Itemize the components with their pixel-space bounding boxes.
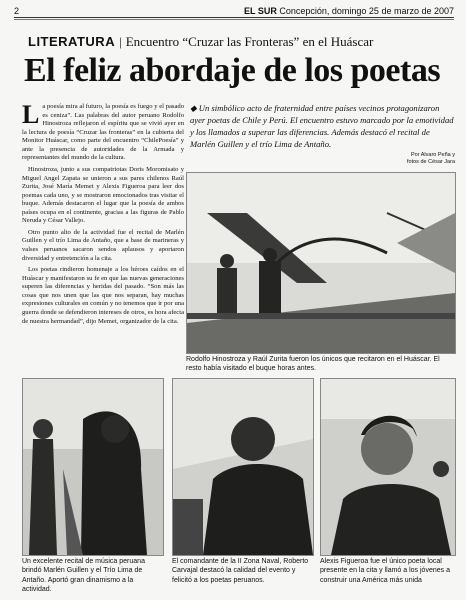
middle-photo: [172, 378, 314, 556]
article-body: [22, 100, 184, 329]
right-photo: [320, 378, 456, 556]
main-photo-image: [187, 173, 455, 353]
section-line: [28, 34, 373, 50]
section-separator: |: [119, 34, 122, 49]
header-rule: [14, 19, 454, 20]
headline: El feliz abordaje de los poetas: [24, 52, 441, 89]
lead-bullet: ◆: [190, 103, 199, 113]
byline: [360, 152, 455, 166]
section-topic: Encuentro “Cruzar las Fronteras” en el Huáscar: [125, 34, 374, 49]
newspaper-name: EL SUR: [244, 6, 277, 16]
left-photo: [22, 378, 164, 556]
main-photo-caption: Rodolfo Hinostroza y Raúl Zurita fueron los únicos que recitaron en el Huáscar. El resto había visitado el buque horas antes.: [186, 356, 440, 373]
page-header: [14, 5, 454, 18]
section-kicker: LITERATURA: [28, 34, 116, 49]
left-photo-image: [23, 379, 163, 555]
byline-line-1: Por Alvaro Peña y: [410, 152, 455, 158]
body-paragraph-3: Otro punto alto de la actividad fue el recital de Marlén Guillen y el trío Lima de Antaño, que a base de marineras y valses peruanos sacaron sendos aplausos y aportaron diversidad y entretención a la cita.: [22, 228, 184, 262]
page-number: 2: [14, 6, 20, 16]
dateline: Concepción, domingo 25 de marzo de 2007: [279, 6, 454, 16]
middle-photo-caption: El comandante de la II Zona Naval, Roberto Carvajal destacó la calidad del evento y felicitó a los poetas peruanos.: [172, 558, 309, 584]
drop-cap: L: [22, 100, 40, 129]
right-photo-image: [321, 379, 455, 555]
right-photo-caption: Alexis Figueroa fue el único poeta local presente en la cita y llamó a los jóvenes a construir una América más unida: [320, 558, 450, 584]
article-lead: [190, 102, 455, 150]
left-photo-caption: Un excelente recital de música peruana brindó Marlén Guillen y el Trío Lima de Antaño. Aportó gran dinamismo a la actividad.: [22, 558, 145, 594]
body-paragraph-1: La poesía mira al futuro, la poesía es fuego y el pasado es ceniza”. Las palabras del autor peruano Rodolfo Hinostroza reflejaron el espíritu que se vivió ayer en la lectura de poesía “Cruzar las fronteras” en la cubierta del Monitor Huáscar, como parte del encuentro “ChilePoesía” y ante la presencia de autoridades de la Armada y representantes del mundo de la cultura.: [22, 100, 184, 162]
lead-text: Un simbólico acto de fraternidad entre países vecinos protagonizaron ayer poetas de Chile y Perú. El encuentro estuvo marcado por la emotividad y los llamados a superar las diferencias. Además destacó el recital de Marlén Guillen y el trío Lima de Antaño.: [190, 103, 454, 150]
body-paragraph-4: Los poetas rindieron homenaje a los héroes caídos en el Huáscar y manifestaron su fe en que las nuevas generaciones superen las diferencias y heridas del pasado. “Son más las cosas que nos unen que las que nos separan, hay muchas expresiones culturales en común y no tenemos que ir por una guerra donde se defendieron intereses de otros, es hora afecta de nuestra hermandad”, dijo Memet, organizador de la cita.: [22, 266, 184, 325]
byline-line-2: fotos de César Jara: [407, 159, 455, 166]
body-paragraph-2: Hinostroza, junto a sus compatriotas Doris Moromisato y Miguel Angel Zapata se unieron a sus pares chilenos Raúl Zurita, José María Memet y Alexis Figueroa para leer dos poemas cada uno, y se mostraron emocionados tras visitar el buque. Además destacaron el lugar que la poesía de ambos países ocupa en el continente, gracias a las figuras de Pablo Neruda y César Vallejo.: [22, 165, 184, 225]
middle-photo-image: [173, 379, 313, 555]
main-photo: [186, 172, 456, 354]
header-right: [244, 6, 454, 16]
